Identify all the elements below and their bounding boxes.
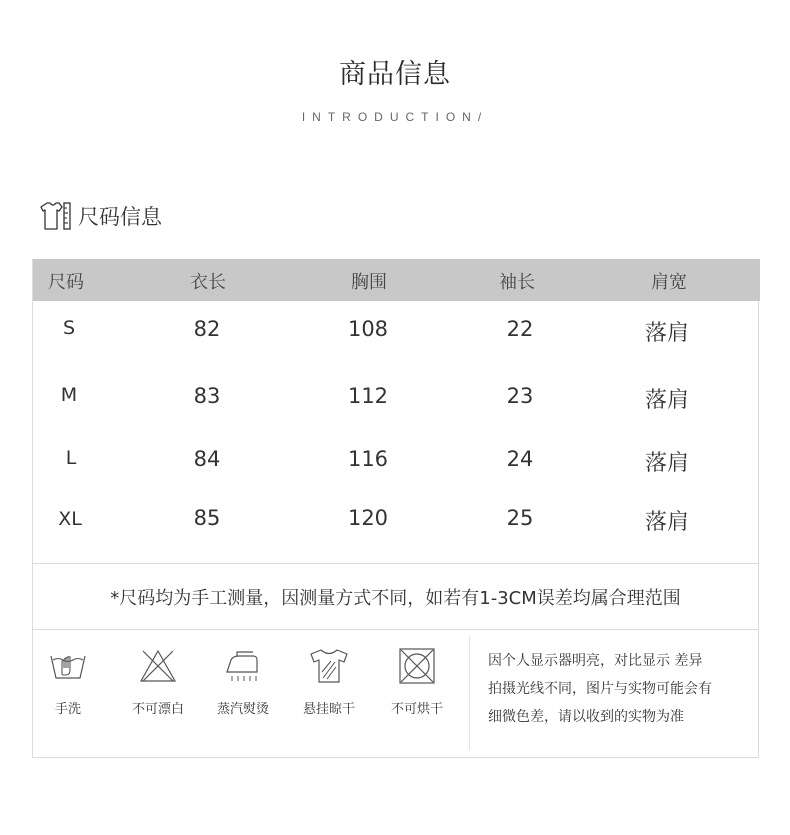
cell-chest: 112: [347, 384, 389, 408]
care-label: 不可烘干: [390, 702, 443, 717]
measurement-note-text: *尺码均为手工测量，因测量方式不同，如若有1-3CM误差均属合理范围: [110, 587, 681, 609]
color-disclaimer: [488, 647, 753, 731]
cell-chest: 116: [347, 447, 389, 471]
cell-sleeve: 23: [506, 384, 534, 408]
disclaimer-line: 细微色差，请以收到的实物为准: [488, 709, 684, 725]
care-label: 蒸汽熨烫: [216, 702, 269, 717]
cell-sleeve: 25: [506, 506, 534, 530]
cell-chest: 108: [347, 317, 389, 341]
cell-size: XL: [58, 508, 82, 530]
cell-length: 83: [193, 384, 221, 408]
column-header-chest: 胸围: [351, 272, 387, 293]
column-header-size: 尺码: [48, 272, 84, 293]
section-title: 尺码信息: [78, 205, 162, 229]
cell-sleeve: 22: [506, 317, 534, 341]
no-tumble-dry-icon: [397, 648, 437, 684]
care-item: [377, 648, 457, 717]
disclaimer-line: 拍摄光线不同，图片与实物可能会有: [488, 681, 712, 697]
care-item: [28, 648, 108, 717]
cell-shoulder: 落肩: [644, 451, 690, 476]
cell-length: 85: [193, 506, 221, 530]
tshirt-ruler-icon: [38, 201, 74, 231]
size-table: [32, 259, 759, 564]
measurement-note: [32, 564, 759, 630]
page-subtitle: INTRODUCTION/: [301, 110, 489, 124]
column-header-shoulder: 肩宽: [651, 272, 687, 293]
cell-length: 82: [193, 317, 221, 341]
hand-wash-icon: [48, 648, 88, 684]
disclaimer-line: 因个人显示器明亮，对比显示 差异: [488, 653, 703, 669]
section-header: [38, 200, 162, 232]
cell-chest: 120: [347, 506, 389, 530]
cell-sleeve: 24: [506, 447, 534, 471]
care-item: [118, 648, 198, 717]
no-bleach-icon: [138, 648, 178, 684]
cell-size: M: [60, 384, 78, 406]
cell-shoulder: 落肩: [644, 388, 690, 413]
care-label: 不可漂白: [131, 702, 184, 717]
page-title: 商品信息: [339, 59, 451, 90]
column-header-length: 衣长: [190, 272, 226, 293]
cell-shoulder: 落肩: [644, 510, 690, 535]
care-item: [203, 648, 283, 717]
cell-length: 84: [193, 447, 221, 471]
cell-shoulder: 落肩: [644, 321, 690, 346]
hang-dry-icon: [309, 648, 349, 684]
cell-size: S: [62, 317, 76, 339]
size-table-header: [33, 259, 760, 301]
care-label: 手洗: [54, 702, 81, 717]
care-instructions: [32, 630, 759, 758]
care-divider: [469, 636, 470, 750]
column-header-sleeve: 袖长: [499, 272, 535, 293]
cell-size: L: [65, 447, 77, 469]
care-label: 悬挂晾干: [302, 702, 355, 717]
care-item: [289, 648, 369, 717]
steam-iron-icon: [223, 648, 263, 684]
